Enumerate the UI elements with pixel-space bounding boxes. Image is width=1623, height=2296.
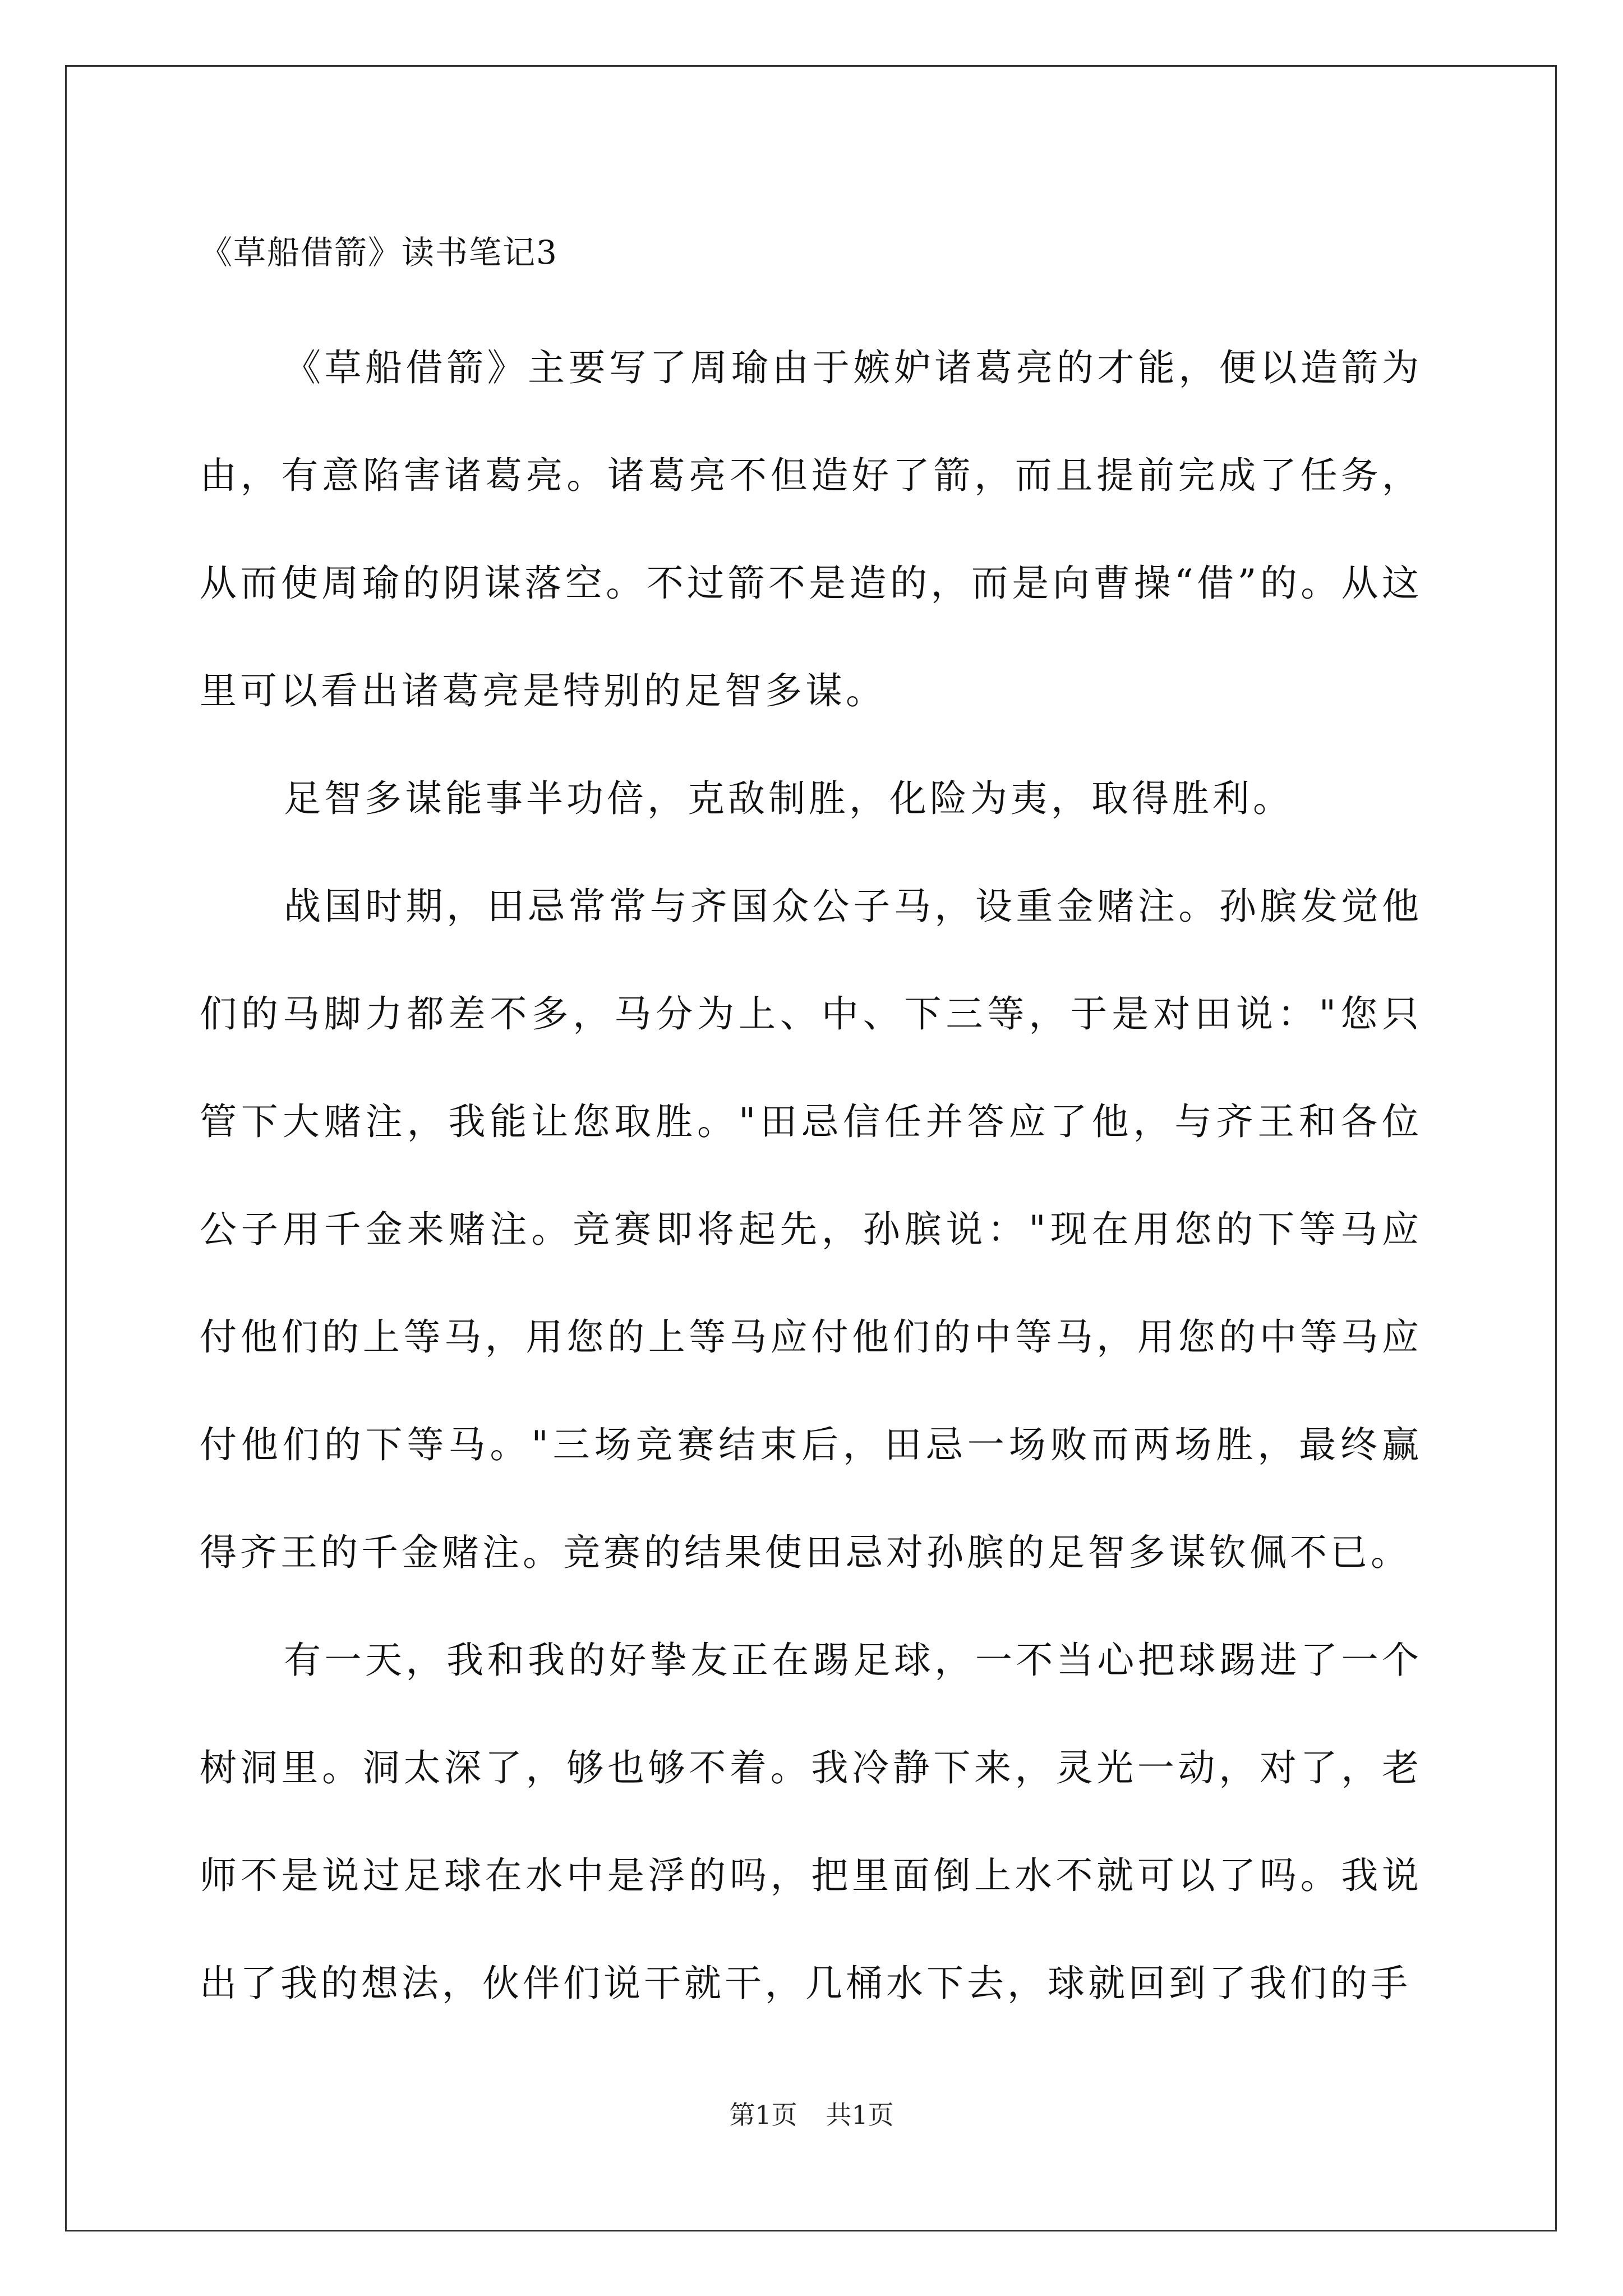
paragraph-1: 《草船借箭》主要写了周瑜由于嫉妒诸葛亮的才能，便以造箭为由，有意陷害诸葛亮。诸葛亮不但造好了箭，而且提前完成了任务，从而使周瑜的阴谋落空。不过箭不是造的，而是向曹操“借”的。从这里可以看出诸葛亮是特别的足智多谋。 xyxy=(200,346,1422,712)
document-title: 《草船借箭》读书笔记3 xyxy=(200,233,558,272)
paragraph-2: 足智多谋能事半功倍，克敌制胜，化险为夷，取得胜利。 xyxy=(284,777,1293,820)
paragraph-4: 有一天，我和我的好挚友正在踢足球，一不当心把球踢进了一个树洞里。洞太深了，够也够不着。我冷静下来，灵光一动，对了，老师不是说过足球在水中是浮的吗，把里面倒上水不就可以了吗。我说出了我的想法，伙伴们说干就干，几桶水下去，球就回到了我们的手 xyxy=(200,1639,1422,2005)
page-footer xyxy=(0,2098,1623,2132)
document-body xyxy=(200,213,1422,2037)
page-number: 第1页 xyxy=(729,2100,797,2130)
paragraph-3: 战国时期，田忌常常与齐国众公子马，设重金赌注。孙膑发觉他们的马脚力都差不多，马分为上、中、下三等，于是对田说："您只管下大赌注，我能让您取胜。"田忌信任并答应了他，与齐王和各位公子用千金来赌注。竞赛即将起先，孙膑说："现在用您的下等马应付他们的上等马，用您的上等马应付他们的中等马，用您的中等马应付他们的下等马。"三场竞赛结束后，田忌一场败而两场胜，最终赢得齐王的千金赌注。竞赛的结果使田忌对孙膑的足智多谋钦佩不已。 xyxy=(200,885,1422,1574)
page-total: 共1页 xyxy=(826,2100,894,2130)
